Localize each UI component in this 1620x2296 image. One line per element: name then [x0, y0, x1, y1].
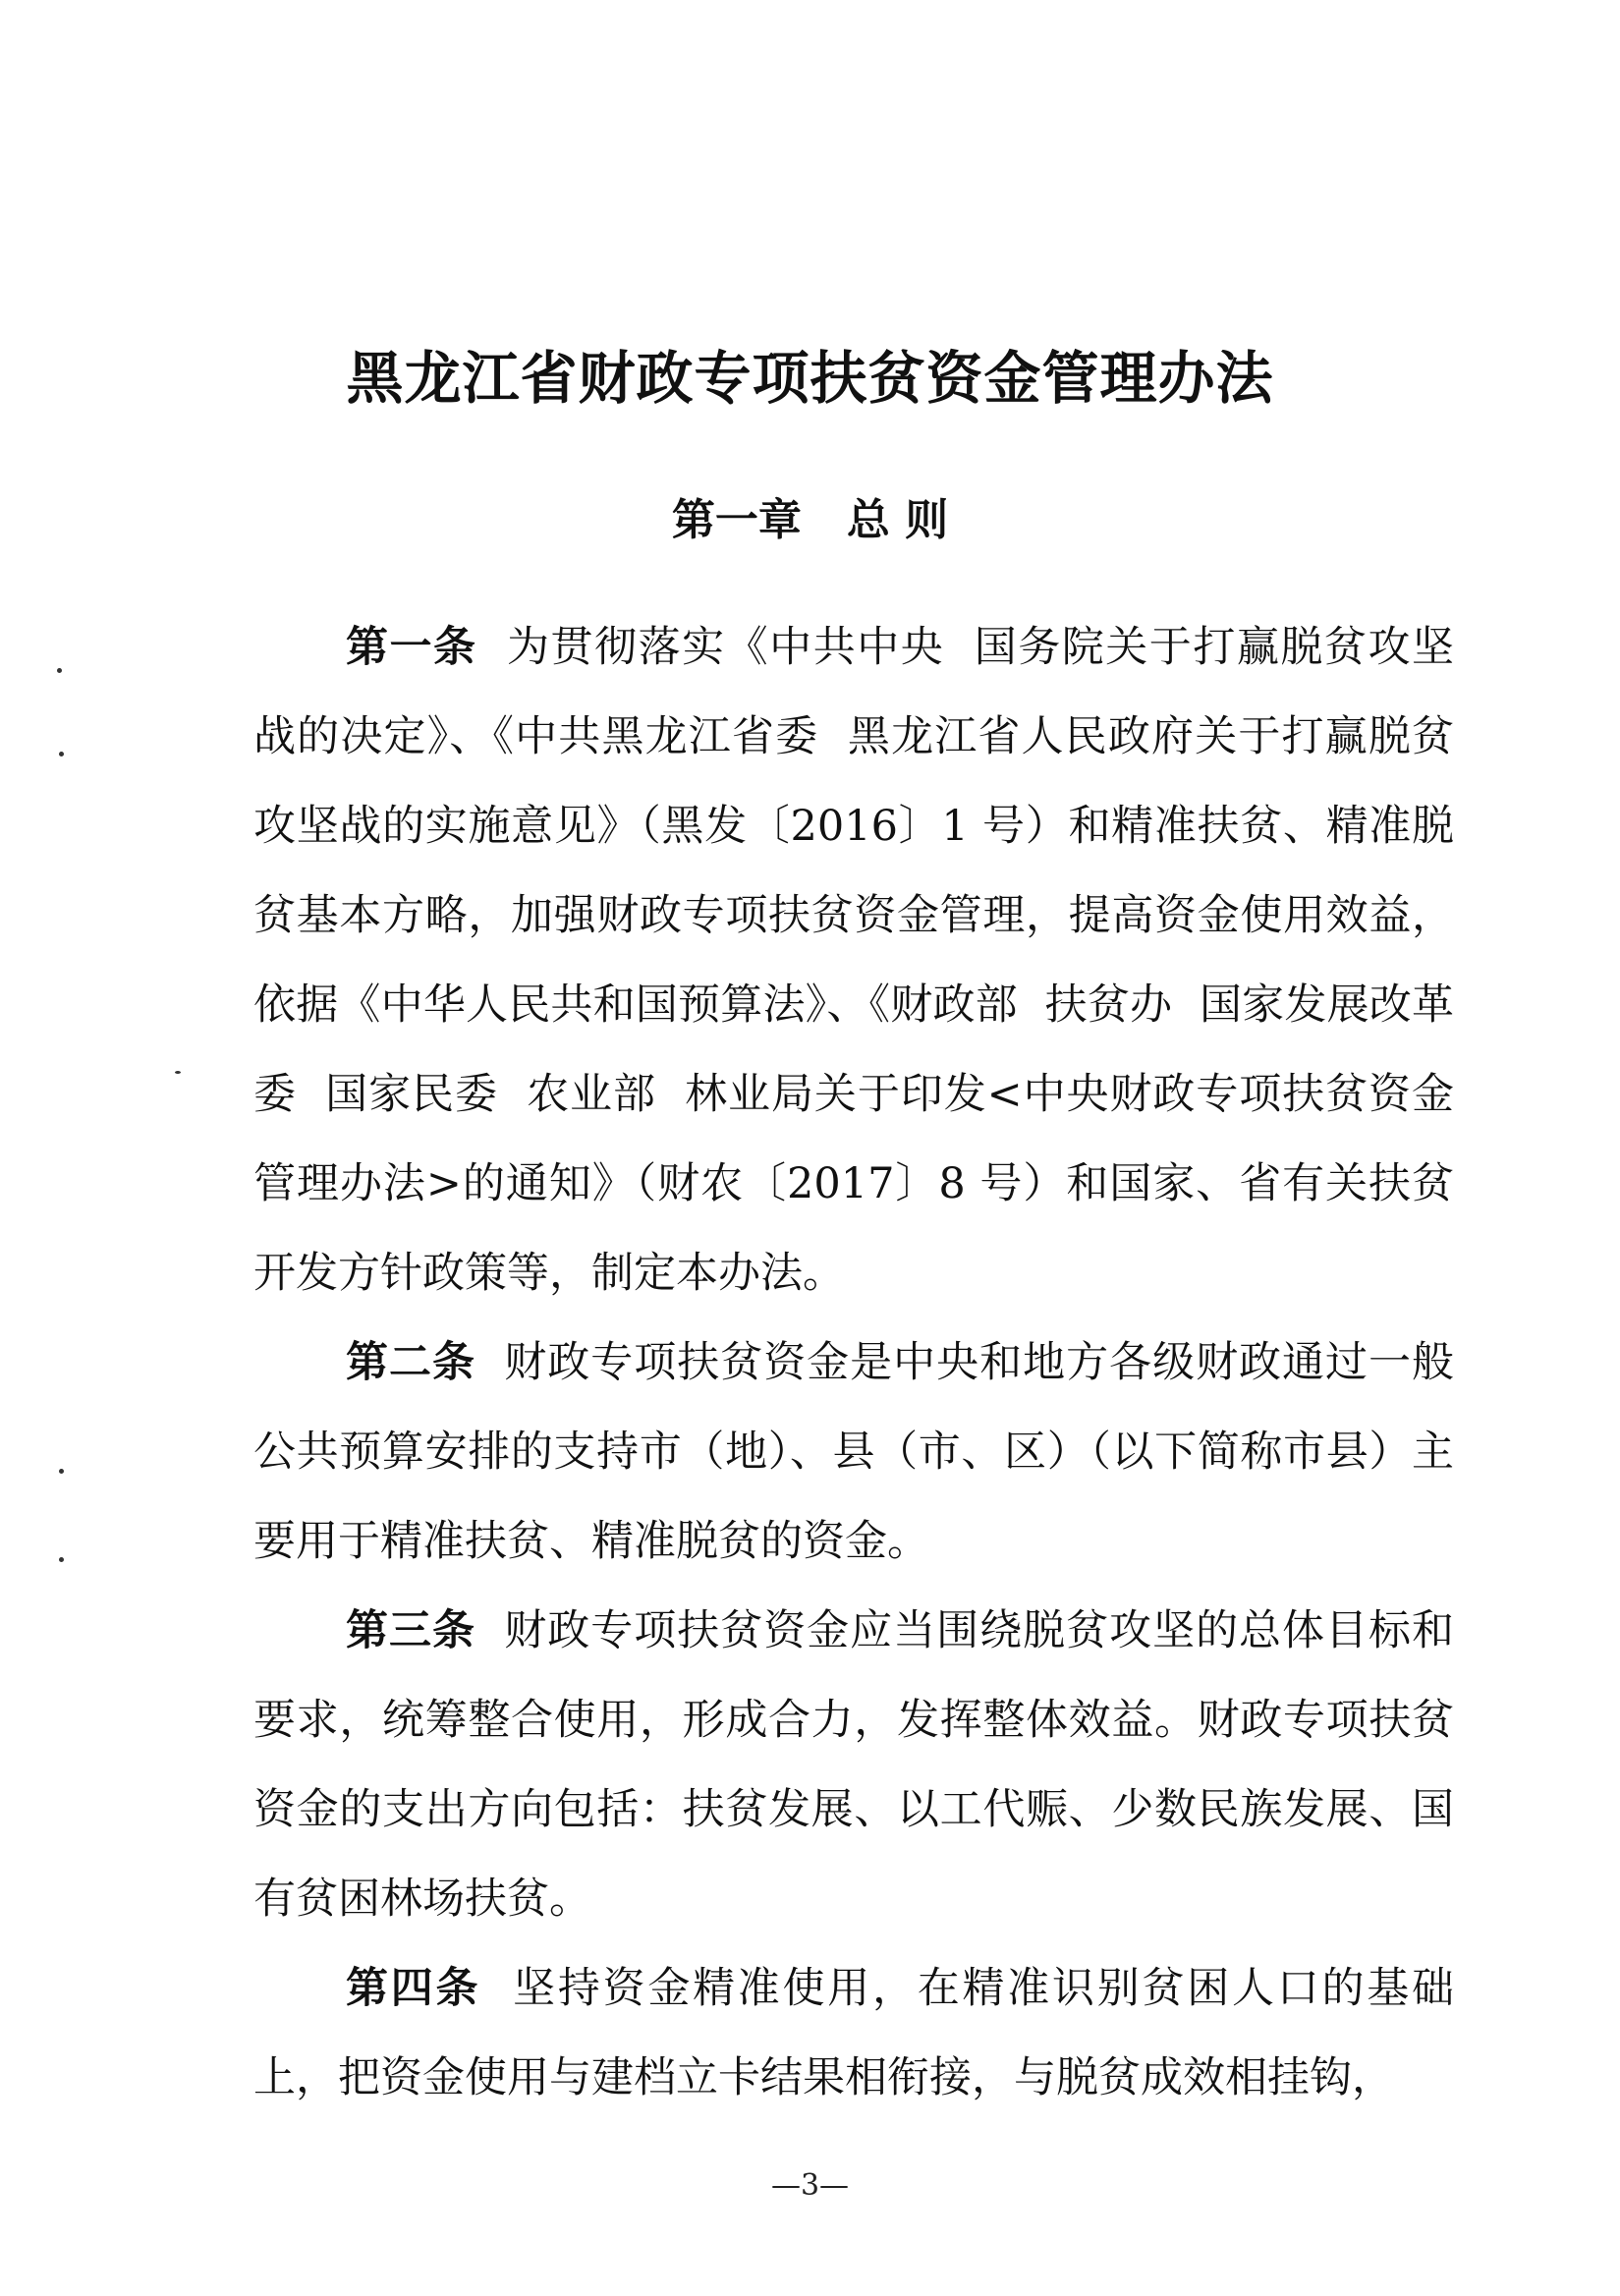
article-label: 第二条 [346, 1338, 475, 1387]
scan-mark [57, 668, 62, 673]
article-text: 为贯彻落实《中共中央 国务院关于打赢脱贫攻坚战的决定》、《中共黑龙江省委 黑龙江省人民政府关于打赢脱贫攻坚战的实施意见》（黑发〔2016〕1 号）和精准扶贫、精准脱贫基本方略，加强财政专项扶贫资金管理，提高资金使用效益，依据《中华人民共和国预算法》、《财政部 扶贫办 国家发展改革委 国家民委 农业部 林业局关于印发<中央财政专项扶贫资金管理办法>的通知》（财农〔2017〕8 号）和国家、省有关扶贫开发方针政策等，制定本办法。 [253, 623, 1454, 1298]
document-title: 黑龙江省财政专项扶贫资金管理办法 [346, 345, 1274, 412]
scan-mark [59, 752, 64, 756]
article-1 [253, 603, 1454, 1318]
article-text: 财政专项扶贫资金是中央和地方各级财政通过一般公共预算安排的支持市（地）、县（市、区）（以下简称市县）主要用于精准扶贫、精准脱贫的资金。 [253, 1338, 1455, 1566]
document-body [253, 603, 1454, 2123]
scan-mark [59, 1469, 64, 1474]
article-label: 第一条 [346, 623, 477, 672]
article-text: 坚持资金精准使用，在精准识别贫困人口的基础上，把资金使用与建档立卡结果相衔接，与脱贫成效相挂钩， [253, 1964, 1455, 2102]
article-3 [253, 1587, 1454, 1944]
page-number: —3— [770, 2168, 850, 2203]
article-4 [253, 1944, 1454, 2123]
scan-mark [175, 1071, 181, 1074]
article-2 [253, 1318, 1454, 1587]
scan-mark [59, 1557, 64, 1562]
article-label: 第四条 [346, 1964, 481, 2013]
article-label: 第三条 [346, 1606, 475, 1655]
chapter-heading: 第一章 总 则 [671, 495, 949, 545]
article-text: 财政专项扶贫资金应当围绕脱贫攻坚的总体目标和要求，统筹整合使用，形成合力，发挥整体效益。财政专项扶贫资金的支出方向包括：扶贫发展、以工代赈、少数民族发展、国有贫困林场扶贫。 [253, 1606, 1455, 1924]
